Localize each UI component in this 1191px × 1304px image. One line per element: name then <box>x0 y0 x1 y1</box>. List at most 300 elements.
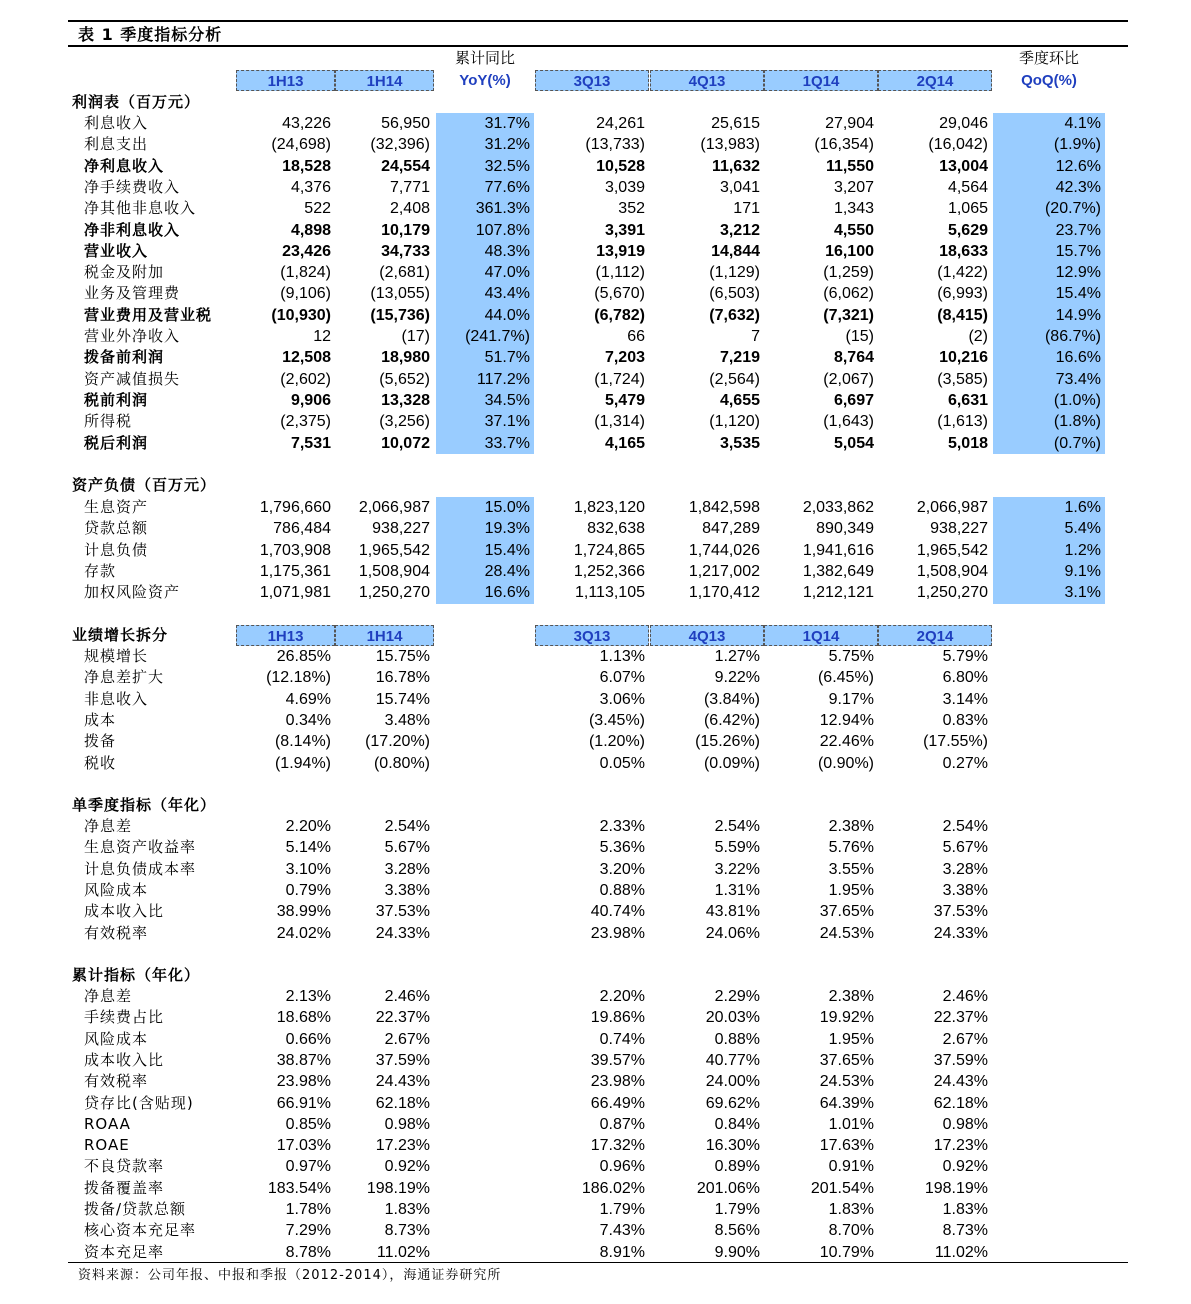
cell-3q13: 0.87% <box>599 1116 645 1133</box>
cell-1h13: 2.13% <box>285 988 331 1005</box>
cell-1h14: 0.98% <box>384 1116 430 1133</box>
cell-4q13: (6,503) <box>709 285 760 302</box>
row-label: 净手续费收入 <box>84 178 181 196</box>
cell-4q13: 9.22% <box>714 669 760 686</box>
cell-2q14: 2,066,987 <box>916 499 988 516</box>
row-label: 核心资本充足率 <box>84 1221 197 1239</box>
cell-1h14: 1,250,270 <box>358 584 430 601</box>
row-label: 不良贷款率 <box>84 1157 165 1175</box>
cell-3q13: 5,479 <box>604 392 645 409</box>
cell-3q13: 3.06% <box>599 691 645 708</box>
cell-2q14: (3,585) <box>937 371 988 388</box>
cell-yoy: 43.4% <box>484 285 530 302</box>
growth-header-col-1q14: 1Q14 <box>764 625 878 646</box>
cell-4q13: 0.84% <box>714 1116 760 1133</box>
cell-3q13: (5,670) <box>594 285 645 302</box>
cell-yoy: 107.8% <box>475 222 530 239</box>
cell-2q14: 0.83% <box>942 712 988 729</box>
row-label: 净其他非息收入 <box>84 199 197 217</box>
row-label: 营业外净收入 <box>84 327 181 345</box>
cell-yoy: 28.4% <box>484 563 530 580</box>
cell-1h13: 26.85% <box>276 648 331 665</box>
row-label: 非息收入 <box>84 690 149 708</box>
cell-1q14: (1,643) <box>823 413 874 430</box>
yoy-header-top: 累计同比 <box>454 50 515 67</box>
cell-1h14: 0.92% <box>384 1158 430 1175</box>
cell-4q13: (3.84%) <box>703 691 760 708</box>
cell-2q14: 2.67% <box>942 1031 988 1048</box>
cell-yoy: 44.0% <box>484 307 530 324</box>
cell-1h13: 17.03% <box>276 1137 331 1154</box>
row-label: 手续费占比 <box>84 1008 165 1026</box>
cell-1h14: 17.23% <box>375 1137 430 1154</box>
cell-3q13: 832,638 <box>587 520 645 537</box>
cell-3q13: 1.79% <box>599 1201 645 1218</box>
header-col-1h13: 1H13 <box>236 70 335 91</box>
cell-1q14: 27,904 <box>825 115 874 132</box>
cell-1h13: 23.98% <box>276 1073 331 1090</box>
cell-4q13: 847,289 <box>702 520 760 537</box>
cell-1h14: (3,256) <box>379 413 430 430</box>
cell-2q14: 5,629 <box>947 222 988 239</box>
cell-4q13: 1.79% <box>714 1201 760 1218</box>
cell-1h13: 4,376 <box>290 179 331 196</box>
cell-1q14: 1.95% <box>828 882 874 899</box>
cell-4q13: 0.89% <box>714 1158 760 1175</box>
cell-4q13: 16.30% <box>705 1137 760 1154</box>
cell-1h14: 10,179 <box>381 222 430 239</box>
header-col-1q14: 1Q14 <box>764 70 878 91</box>
cell-2q14: (16,042) <box>928 136 988 153</box>
cell-yoy: 32.5% <box>484 158 530 175</box>
cell-4q13: (7,632) <box>709 307 760 324</box>
cell-1q14: 5.76% <box>828 839 874 856</box>
cell-4q13: 1.27% <box>714 648 760 665</box>
cell-2q14: 3.14% <box>942 691 988 708</box>
row-label: 生息资产 <box>84 498 149 516</box>
cell-4q13: 20.03% <box>705 1009 760 1026</box>
cell-1h14: 18,980 <box>381 349 430 366</box>
cell-4q13: 7,219 <box>719 349 760 366</box>
cell-3q13: 0.05% <box>599 755 645 772</box>
cell-3q13: 24,261 <box>596 115 645 132</box>
cell-3q13: 1,113,105 <box>575 584 645 601</box>
cell-1h14: 2.46% <box>384 988 430 1005</box>
cell-1h14: 2,408 <box>389 200 430 217</box>
row-label: 税后利润 <box>84 434 149 452</box>
cell-yoy: 33.7% <box>484 435 530 452</box>
cell-3q13: 3.20% <box>599 861 645 878</box>
cell-1q14: 64.39% <box>819 1095 874 1112</box>
cell-1h14: (17) <box>401 328 430 345</box>
cell-4q13: 5.59% <box>714 839 760 856</box>
cell-4q13: 7 <box>751 328 760 345</box>
cell-3q13: 7.43% <box>599 1222 645 1239</box>
cell-1h14: 24.43% <box>375 1073 430 1090</box>
cell-2q14: 11.02% <box>934 1244 988 1261</box>
cell-yoy: 37.1% <box>484 413 530 430</box>
cell-3q13: 3,039 <box>604 179 645 196</box>
cell-qoq: 15.4% <box>1055 285 1101 302</box>
cell-1q14: 2.38% <box>828 988 874 1005</box>
cell-2q14: 24.43% <box>933 1073 988 1090</box>
cell-1q14: 8.70% <box>828 1222 874 1239</box>
cell-1q14: (7,321) <box>823 307 874 324</box>
cell-2q14: 198.19% <box>924 1180 988 1197</box>
cell-1h14: (32,396) <box>370 136 430 153</box>
cell-yoy: 51.7% <box>484 349 530 366</box>
cell-1h14: 198.19% <box>366 1180 430 1197</box>
cell-4q13: 0.88% <box>714 1031 760 1048</box>
source-note: 资料来源：公司年报、中报和季报（2012-2014），海通证券研究所 <box>78 1268 502 1283</box>
cell-2q14: 0.92% <box>942 1158 988 1175</box>
cell-qoq: 12.6% <box>1055 158 1101 175</box>
cell-1h13: 0.85% <box>285 1116 331 1133</box>
cell-qoq: 5.4% <box>1064 520 1101 537</box>
cell-4q13: 3,535 <box>719 435 760 452</box>
cell-1h14: 3.38% <box>384 882 430 899</box>
section-title-income: 利润表（百万元） <box>72 93 201 111</box>
cell-3q13: 2.20% <box>599 988 645 1005</box>
cell-2q14: 2.54% <box>942 818 988 835</box>
cell-1h14: 37.59% <box>375 1052 430 1069</box>
cell-qoq: (86.7%) <box>1044 328 1101 345</box>
cell-yoy: 361.3% <box>475 200 530 217</box>
cell-1h14: 15.74% <box>375 691 430 708</box>
row-label: 所得税 <box>84 412 133 430</box>
cell-1h14: 13,328 <box>381 392 430 409</box>
cell-1h13: 12,508 <box>282 349 331 366</box>
cell-yoy: 34.5% <box>484 392 530 409</box>
cell-yoy: 48.3% <box>484 243 530 260</box>
cell-1h14: 11.02% <box>376 1244 430 1261</box>
row-label: 存款 <box>84 562 117 580</box>
cell-qoq: 16.6% <box>1055 349 1101 366</box>
cell-4q13: 24.06% <box>705 925 760 942</box>
cell-2q14: 18,633 <box>939 243 988 260</box>
row-label: 营业费用及营业税 <box>84 306 213 324</box>
cell-4q13: (13,983) <box>700 136 760 153</box>
cell-1q14: 10.79% <box>819 1244 874 1261</box>
row-label: 资产减值损失 <box>84 370 181 388</box>
cell-1h14: 2,066,987 <box>358 499 430 516</box>
cell-1h13: 786,484 <box>273 520 331 537</box>
cell-1q14: 37.65% <box>819 1052 874 1069</box>
row-label: 净非利息收入 <box>84 221 181 239</box>
cell-1h13: 1,071,981 <box>259 584 331 601</box>
cell-1q14: 24.53% <box>819 1073 874 1090</box>
cell-4q13: 8.56% <box>714 1222 760 1239</box>
cell-2q14: 0.27% <box>942 755 988 772</box>
cell-4q13: 2.29% <box>714 988 760 1005</box>
cell-1h14: 8.73% <box>384 1222 430 1239</box>
cell-2q14: (8,415) <box>937 307 988 324</box>
cell-4q13: 40.77% <box>705 1052 760 1069</box>
cell-3q13: (1.20%) <box>588 733 645 750</box>
cell-1h13: 5.14% <box>285 839 331 856</box>
qoq-header-top: 季度环比 <box>1018 50 1079 67</box>
row-label: ROAE <box>84 1136 130 1154</box>
cell-1h13: 18.68% <box>276 1009 331 1026</box>
cell-1h13: 522 <box>304 200 331 217</box>
cell-3q13: 0.96% <box>599 1158 645 1175</box>
cell-1h13: 183.54% <box>267 1180 331 1197</box>
cell-1h13: 38.99% <box>276 903 331 920</box>
cell-3q13: 40.74% <box>590 903 645 920</box>
cell-4q13: 25,615 <box>711 115 760 132</box>
cell-4q13: 4,655 <box>719 392 760 409</box>
cell-1q14: 1,212,121 <box>802 584 874 601</box>
cell-yoy: 31.7% <box>484 115 530 132</box>
cell-1h14: 938,227 <box>372 520 430 537</box>
cell-4q13: 3.22% <box>714 861 760 878</box>
cell-4q13: (0.09%) <box>703 755 760 772</box>
row-label: 净息差 <box>84 987 133 1005</box>
cell-1h13: 9,906 <box>290 392 331 409</box>
cell-1h13: 0.34% <box>285 712 331 729</box>
cell-qoq: (1.9%) <box>1053 136 1101 153</box>
cell-2q14: 0.98% <box>942 1116 988 1133</box>
cell-1q14: 1.01% <box>828 1116 874 1133</box>
cell-3q13: (1,724) <box>594 371 645 388</box>
row-label: 拨备覆盖率 <box>84 1179 165 1197</box>
row-label: 成本 <box>84 711 117 729</box>
growth-header-col-1h14: 1H14 <box>335 625 434 646</box>
cell-3q13: 2.33% <box>599 818 645 835</box>
cell-1h13: 23,426 <box>282 243 331 260</box>
cell-4q13: (1,129) <box>709 264 760 281</box>
cell-1q14: 17.63% <box>819 1137 874 1154</box>
cell-1q14: 0.91% <box>828 1158 874 1175</box>
cell-1q14: 5,054 <box>833 435 874 452</box>
cell-1h14: (5,652) <box>379 371 430 388</box>
row-label: 贷存比(含贴现) <box>84 1094 194 1112</box>
cell-yoy: 15.4% <box>484 542 530 559</box>
cell-1q14: 1,941,616 <box>802 542 874 559</box>
row-label: 拨备/贷款总额 <box>84 1200 187 1218</box>
cell-1q14: 8,764 <box>833 349 874 366</box>
cell-2q14: 6.80% <box>942 669 988 686</box>
cell-3q13: 17.32% <box>590 1137 645 1154</box>
cell-2q14: 8.73% <box>942 1222 988 1239</box>
cell-1h14: 1,508,904 <box>358 563 430 580</box>
cell-1h14: 7,771 <box>389 179 430 196</box>
row-label: 资本充足率 <box>84 1243 165 1261</box>
cell-1h13: (10,930) <box>271 307 331 324</box>
cell-2q14: 37.59% <box>933 1052 988 1069</box>
cell-4q13: 11,632 <box>711 158 760 175</box>
cell-qoq: (1.0%) <box>1053 392 1101 409</box>
cell-3q13: 1.13% <box>599 648 645 665</box>
cell-1h13: 7.29% <box>285 1222 331 1239</box>
cell-qoq: 14.9% <box>1055 307 1101 324</box>
cell-1h13: 1,175,361 <box>259 563 331 580</box>
cell-1h13: 4.69% <box>285 691 331 708</box>
cell-1h13: (8.14%) <box>274 733 331 750</box>
header-col-4q13: 4Q13 <box>650 70 764 91</box>
cell-4q13: (15.26%) <box>695 733 760 750</box>
cell-3q13: 10,528 <box>596 158 645 175</box>
cell-1h14: 22.37% <box>375 1009 430 1026</box>
cell-2q14: 17.23% <box>933 1137 988 1154</box>
cell-qoq: 9.1% <box>1064 563 1101 580</box>
cell-qoq: 73.4% <box>1055 371 1101 388</box>
cell-2q14: 5,018 <box>947 435 988 452</box>
cell-2q14: 3.38% <box>942 882 988 899</box>
cell-1h14: (0.80%) <box>373 755 430 772</box>
row-label: 拨备前利润 <box>84 348 165 366</box>
cell-1h13: 0.97% <box>285 1158 331 1175</box>
cell-4q13: 1.31% <box>714 882 760 899</box>
cell-1q14: 3,207 <box>833 179 874 196</box>
row-label: 税收 <box>84 754 117 772</box>
cell-4q13: 1,842,598 <box>688 499 760 516</box>
cell-4q13: 1,744,026 <box>688 542 760 559</box>
cell-4q13: 24.00% <box>705 1073 760 1090</box>
cell-1q14: (2,067) <box>823 371 874 388</box>
cell-1h13: 1.78% <box>285 1201 331 1218</box>
cell-2q14: (17.55%) <box>923 733 988 750</box>
cell-1h14: 3.28% <box>384 861 430 878</box>
cell-4q13: 1,217,002 <box>688 563 760 580</box>
cell-2q14: (2) <box>968 328 988 345</box>
growth-header-col-1h13: 1H13 <box>236 625 335 646</box>
cell-2q14: 3.28% <box>942 861 988 878</box>
row-label: 加权风险资产 <box>84 583 181 601</box>
cell-3q13: 39.57% <box>590 1052 645 1069</box>
cell-3q13: (6,782) <box>594 307 645 324</box>
cell-1q14: (16,354) <box>814 136 874 153</box>
title-rule <box>68 45 1128 47</box>
row-label: 成本收入比 <box>84 902 165 920</box>
cell-qoq: (0.7%) <box>1053 435 1101 452</box>
cell-3q13: 19.86% <box>590 1009 645 1026</box>
cell-3q13: 8.91% <box>599 1244 645 1261</box>
cell-3q13: 4,165 <box>604 435 645 452</box>
cell-1h14: 3.48% <box>384 712 430 729</box>
section-title-quarterly: 单季度指标（年化） <box>72 796 217 814</box>
cell-1h14: 5.67% <box>384 839 430 856</box>
cell-1h14: 15.75% <box>375 648 430 665</box>
growth-header-col-2q14: 2Q14 <box>878 625 992 646</box>
cell-1q14: 9.17% <box>828 691 874 708</box>
cell-2q14: 1,508,904 <box>916 563 988 580</box>
cell-1h14: 37.53% <box>375 903 430 920</box>
cell-qoq: 23.7% <box>1055 222 1101 239</box>
cell-1h14: (15,736) <box>370 307 430 324</box>
cell-1h14: 10,072 <box>381 435 430 452</box>
cell-4q13: 69.62% <box>705 1095 760 1112</box>
cell-qoq: 12.9% <box>1055 264 1101 281</box>
cell-qoq: 4.1% <box>1064 115 1101 132</box>
cell-4q13: 14,844 <box>711 243 760 260</box>
cell-3q13: (1,112) <box>595 264 645 281</box>
row-label: 利息支出 <box>84 135 149 153</box>
cell-1h14: 2.54% <box>384 818 430 835</box>
cell-1h14: 24,554 <box>381 158 430 175</box>
cell-1h14: (13,055) <box>370 285 430 302</box>
cell-3q13: 7,203 <box>604 349 645 366</box>
cell-1h13: 2.20% <box>285 818 331 835</box>
cell-qoq: 15.7% <box>1055 243 1101 260</box>
cell-1h13: 1,703,908 <box>259 542 331 559</box>
cell-4q13: 3,041 <box>719 179 760 196</box>
cell-4q13: 43.81% <box>705 903 760 920</box>
cell-yoy: 77.6% <box>484 179 530 196</box>
cell-1q14: 1,382,649 <box>802 563 874 580</box>
cell-1q14: (15) <box>845 328 874 345</box>
cell-yoy: 117.2% <box>476 371 530 388</box>
cell-1h13: (24,698) <box>271 136 331 153</box>
cell-1h14: 34,733 <box>381 243 430 260</box>
table-title: 表 1 季度指标分析 <box>78 25 223 44</box>
cell-3q13: 186.02% <box>581 1180 645 1197</box>
cell-3q13: (1,314) <box>594 413 645 430</box>
row-label: 计息负债成本率 <box>84 860 197 878</box>
cell-1h13: 12 <box>313 328 331 345</box>
row-label: 成本收入比 <box>84 1051 165 1069</box>
cell-1q14: 12.94% <box>819 712 874 729</box>
cell-1h13: 18,528 <box>282 158 331 175</box>
bottom-rule <box>68 1262 1128 1263</box>
row-label: 利息收入 <box>84 114 149 132</box>
cell-3q13: (3.45%) <box>588 712 645 729</box>
cell-4q13: 1,170,412 <box>688 584 760 601</box>
header-col-1h14: 1H14 <box>335 70 434 91</box>
section-title-cumulative: 累计指标（年化） <box>72 966 201 984</box>
cell-2q14: 1,965,542 <box>916 542 988 559</box>
cell-2q14: 62.18% <box>933 1095 988 1112</box>
cell-2q14: 37.53% <box>933 903 988 920</box>
top-rule <box>68 20 1128 22</box>
cell-qoq: 1.2% <box>1064 542 1101 559</box>
cell-2q14: 1,065 <box>947 200 988 217</box>
row-label: 拨备 <box>84 732 117 750</box>
cell-2q14: 29,046 <box>939 115 988 132</box>
row-label: 生息资产收益率 <box>84 838 197 856</box>
cell-1h14: 62.18% <box>375 1095 430 1112</box>
cell-1q14: 201.54% <box>810 1180 874 1197</box>
cell-2q14: 22.37% <box>933 1009 988 1026</box>
cell-3q13: 66.49% <box>590 1095 645 1112</box>
row-label: ROAA <box>84 1115 131 1133</box>
cell-1h14: 2.67% <box>384 1031 430 1048</box>
row-label: 营业收入 <box>84 242 149 260</box>
cell-1h13: 24.02% <box>276 925 331 942</box>
cell-yoy: 15.0% <box>484 499 530 516</box>
growth-header-col-4q13: 4Q13 <box>650 625 764 646</box>
cell-1q14: 22.46% <box>819 733 874 750</box>
cell-4q13: (1,120) <box>709 413 760 430</box>
cell-2q14: 5.67% <box>942 839 988 856</box>
cell-1h14: (2,681) <box>379 264 430 281</box>
cell-3q13: 1,823,120 <box>573 499 645 516</box>
cell-2q14: 6,631 <box>947 392 988 409</box>
cell-1q14: 1,343 <box>833 200 874 217</box>
cell-1q14: 19.92% <box>819 1009 874 1026</box>
cell-1h13: 43,226 <box>282 115 331 132</box>
cell-1h14: 24.33% <box>375 925 430 942</box>
cell-1h14: 56,950 <box>381 115 430 132</box>
cell-1q14: 3.55% <box>828 861 874 878</box>
cell-1q14: 2,033,862 <box>802 499 874 516</box>
cell-3q13: 1,724,865 <box>573 542 645 559</box>
cell-3q13: 0.88% <box>599 882 645 899</box>
header-col-2q14: 2Q14 <box>878 70 992 91</box>
cell-2q14: 10,216 <box>939 349 988 366</box>
cell-1h13: (1.94%) <box>274 755 331 772</box>
cell-2q14: 4,564 <box>947 179 988 196</box>
